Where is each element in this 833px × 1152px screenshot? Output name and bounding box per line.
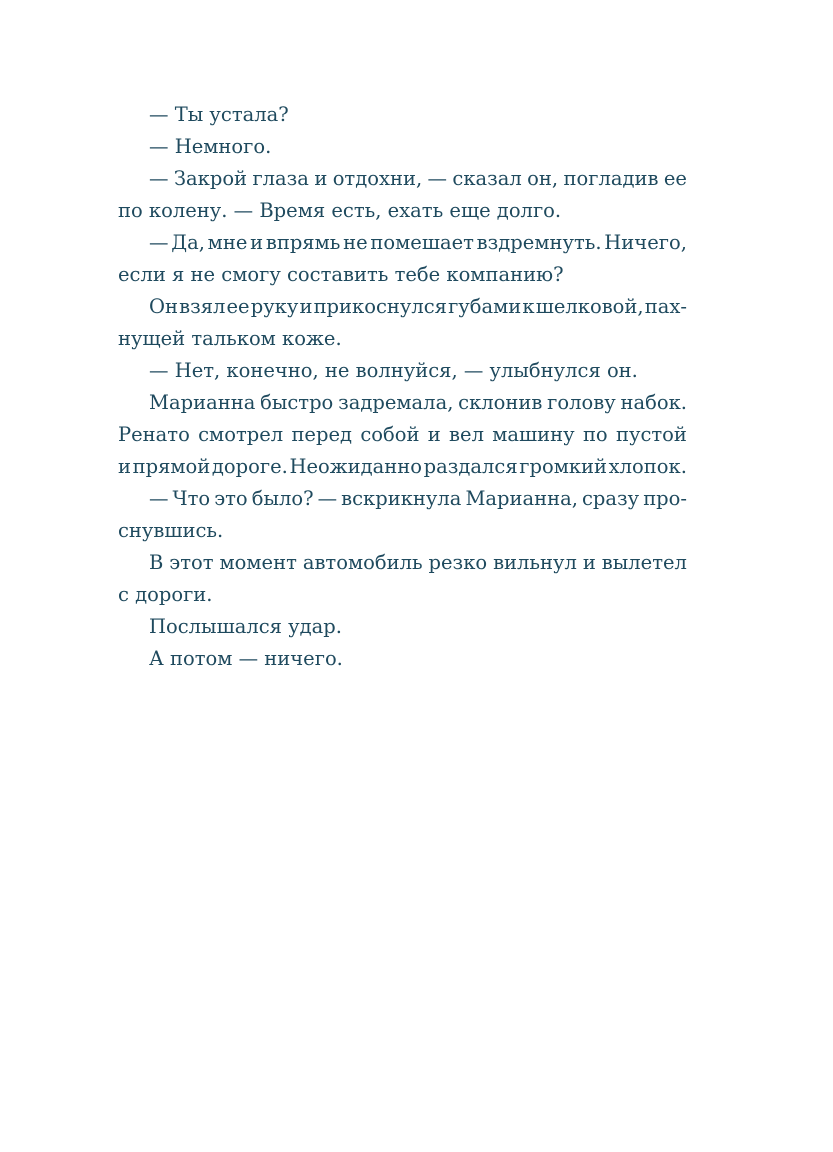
text-word: вскрикнула (341, 487, 462, 510)
text-word: Да, (171, 231, 205, 254)
text-word: и (427, 423, 441, 446)
text-word: по (582, 423, 608, 446)
text-word: машину (492, 423, 575, 446)
text-line (118, 419, 687, 451)
text-word: и (118, 455, 131, 478)
text-word: Он (149, 295, 178, 318)
text-word: Ренато (118, 423, 190, 446)
text-line (118, 163, 687, 195)
text-word: прикоснулся (313, 295, 447, 318)
text-word: — (317, 487, 338, 510)
text-word: сказал (452, 167, 522, 190)
text-word: пах- (644, 295, 687, 318)
text-word: вел (449, 423, 484, 446)
text-word: вылетел (601, 551, 687, 574)
text-line (118, 387, 687, 419)
text-word: этот (169, 551, 214, 574)
text-word: смотрел (198, 423, 284, 446)
text-line: — Немного. (149, 135, 272, 158)
text-word: — (149, 231, 169, 254)
text-line: Послышался удар. (149, 615, 342, 638)
text-word: и (582, 551, 596, 574)
text-word: хлопок. (608, 455, 687, 478)
text-word: прямой (132, 455, 211, 478)
text-word: руку (250, 295, 299, 318)
text-word: Ничего, (604, 231, 687, 254)
text-word: глаза (252, 167, 309, 190)
text-word: пустой (615, 423, 687, 446)
text-line: по колену. — Время есть, ехать еще долго. (118, 199, 562, 222)
text-word: и (250, 231, 264, 254)
text-word: и (299, 295, 313, 318)
text-word: задремала, (338, 391, 454, 414)
text-word: В (149, 551, 164, 574)
text-word: склонив (458, 391, 543, 414)
text-word: отдохни, (332, 167, 423, 190)
text-word: Что (172, 487, 211, 510)
text-word: перед (291, 423, 353, 446)
text-word: губами (448, 295, 522, 318)
text-line (118, 227, 687, 259)
text-word: быстро (260, 391, 334, 414)
text-line (118, 483, 687, 515)
text-line (118, 451, 687, 483)
text-word: погладив (563, 167, 659, 190)
text-word: ее (663, 167, 687, 190)
text-word: Марианна (149, 391, 256, 414)
text-word: резко (428, 551, 488, 574)
text-line: с дороги. (118, 583, 213, 606)
text-word: было? (251, 487, 314, 510)
text-line: нущей тальком коже. (118, 327, 342, 350)
text-word: громкий (519, 455, 608, 478)
text-word: Марианна, (465, 487, 578, 510)
text-line (118, 291, 687, 323)
text-word: это (214, 487, 248, 510)
text-word: про- (643, 487, 687, 510)
text-word: сразу (582, 487, 640, 510)
text-word: — (149, 487, 169, 510)
text-word: Закрой (173, 167, 248, 190)
text-line: снувшись. (118, 519, 224, 542)
text-word: он, (527, 167, 559, 190)
text-line: А потом — ничего. (149, 647, 343, 670)
text-word: вильнул (493, 551, 577, 574)
text-word: не (343, 231, 368, 254)
text-word: собой (360, 423, 420, 446)
text-word: шелковой, (535, 295, 644, 318)
text-line: если я не смогу составить тебе компанию? (118, 263, 564, 286)
text-line: — Ты устала? (149, 103, 289, 126)
text-word: автомобиль (302, 551, 423, 574)
text-word: впрямь (265, 231, 341, 254)
page-body-text (118, 99, 687, 675)
text-word: — (149, 167, 169, 190)
text-word: мне (207, 231, 248, 254)
text-word: момент (219, 551, 297, 574)
text-line: — Нет, конечно, не волнуйся, — улыбнулся он. (149, 359, 638, 382)
text-word: набок. (620, 391, 687, 414)
text-line (118, 547, 687, 579)
text-word: — (427, 167, 448, 190)
text-word: вздремнуть. (476, 231, 602, 254)
text-word: взял (179, 295, 226, 318)
text-word: раздался (423, 455, 518, 478)
text-word: голову (547, 391, 616, 414)
text-word: дороге. (211, 455, 288, 478)
text-word: к (522, 295, 535, 318)
text-word: Неожиданно (289, 455, 423, 478)
text-word: ее (226, 295, 250, 318)
text-word: помешает (370, 231, 474, 254)
text-word: и (314, 167, 328, 190)
